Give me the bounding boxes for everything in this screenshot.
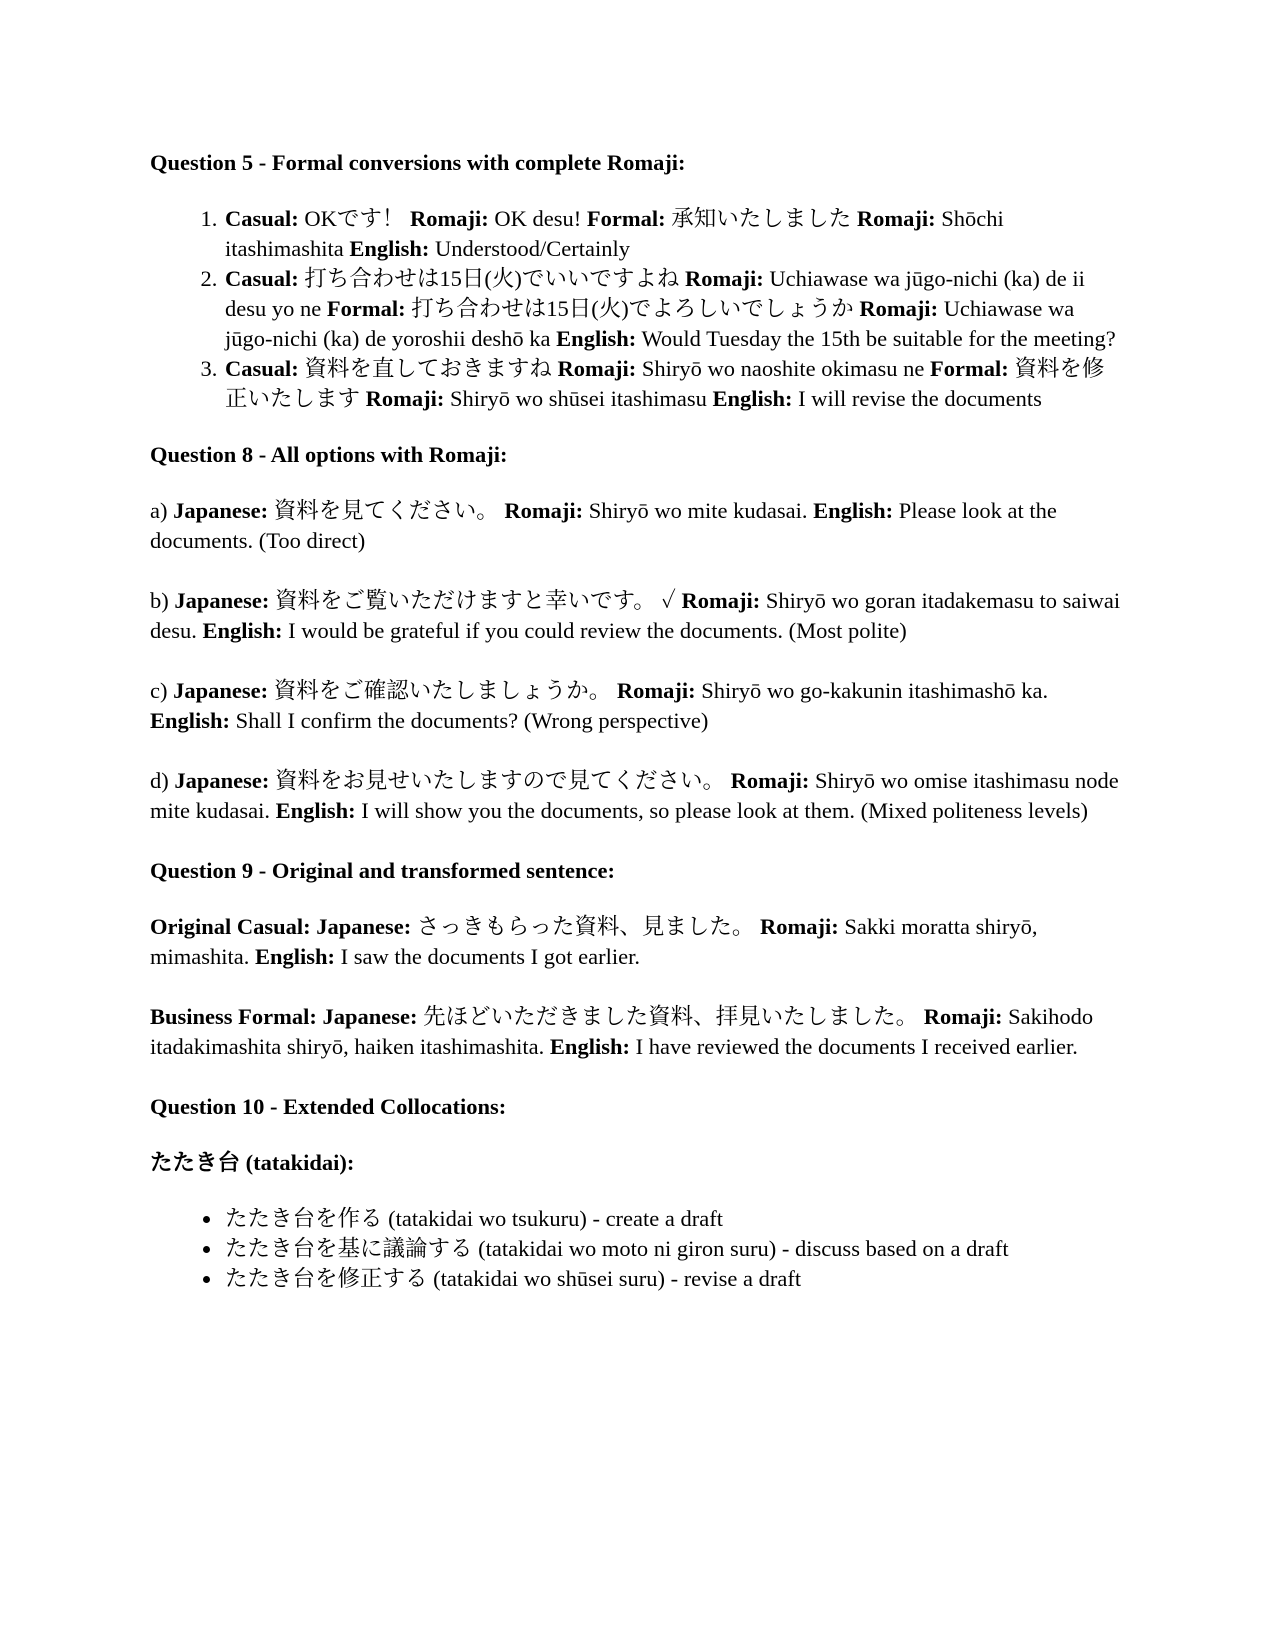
q9-original-romaji: Sakki moratta shiryō, mimashita. (150, 914, 1038, 969)
q8-option-a-japanese: 資料を見てください。 (273, 498, 499, 523)
q8-option-c-english: Shall I confirm the documents? (Wrong perspective) (235, 708, 709, 733)
check-mark-icon: ✓ (661, 588, 676, 613)
q9-formal-japanese: 先ほどいただきました資料、拝見いたしました。 (423, 1004, 919, 1029)
list-item: • たたき台を基に議論する (tatakidai wo moto ni giron suru) - discuss based on a draft (223, 1234, 1125, 1264)
q9-formal: Business Formal: Japanese: 先ほどいただきました資料、拝見いたしました。 Romaji: Sakihodo itadakimashita shiryō, haiken itashimashita. English: I have reviewed the documents I received earlier. (150, 1004, 1094, 1059)
q8-option-a-romaji: Shiryō wo mite kudasai. (588, 498, 808, 523)
q5-heading: Question 5 - Formal conversions with complete Romaji: (150, 150, 686, 175)
q8-option-d: d) Japanese: 資料をお見せいたしますので見てください。 Romaji: Shiryō wo omise itashimasu node mite kudasai. English: I will show you the documents, so please look at them. (Mixed politeness levels) (150, 768, 1119, 823)
q5-item-2: 2. Casual: 打ち合わせは15日(火)でいいですよね Romaji: Uchiawase wa jūgo-nichi (ka) de ii desu yo ne Formal: 打ち合わせは15日(火)でよろしいでしょうか Romaji: Uchiawase wa jūgo-nichi (ka) de yoroshii deshō ka English: Would Tuesday the 15th be suitable for the meeting? (223, 264, 1125, 354)
q8-option-c-japanese: 資料をご確認いたしましょうか。 (273, 678, 612, 703)
q5-item-3-english: I will revise the documents (798, 386, 1042, 411)
q5-item-3-casual-romaji: Shiryō wo naoshite okimasu ne (641, 356, 925, 381)
q8-option-a-english: Please look at the documents. (Too direct) (150, 498, 1057, 553)
q5-item-1-casual-romaji: OK desu! (494, 206, 582, 231)
q9-heading: Question 9 - Original and transformed sentence: (150, 858, 615, 883)
q9-formal-english: I have reviewed the documents I received earlier. (635, 1034, 1078, 1059)
q8-option-d-english: I will show you the documents, so please look at them. (Mixed politeness levels) (361, 798, 1089, 823)
q10-collocation-list (150, 1204, 1125, 1294)
q5-item-2-formal-romaji: Uchiawase wa jūgo-nichi (ka) de yoroshii deshō ka (225, 296, 1075, 351)
q5-list (150, 204, 1125, 414)
q8-option-d-romaji: Shiryō wo omise itashimasu node mite kudasai. (150, 768, 1119, 823)
q8-option-a: a) Japanese: 資料を見てください。 Romaji: Shiryō wo mite kudasai. English: Please look at the documents. (Too direct) (150, 498, 1057, 553)
q8-option-b: b) Japanese: 資料をご覧いただけますと幸いです。 ✓ Romaji: Shiryō wo goran itadakemasu to saiwai desu. English: I would be grateful if you could review the documents. (Most polite) (150, 588, 1121, 643)
q8-option-b-japanese: 資料をご覧いただけますと幸いです。 (275, 588, 656, 613)
q5-item-1-english: Understood/Certainly (435, 236, 630, 261)
q10-subheading: たたき台 (tatakidai): (150, 1150, 355, 1175)
list-item: • たたき台を修正する (tatakidai wo shūsei suru) - revise a draft (223, 1264, 1125, 1294)
q8-heading: Question 8 - All options with Romaji: (150, 442, 508, 467)
q5-item-3: 3. Casual: 資料を直しておきますね Romaji: Shiryō wo naoshite okimasu ne Formal: 資料を修正いたします Romaji: Shiryō wo shūsei itashimasu English: I will revise the documents (223, 354, 1125, 414)
q9-formal-romaji: Sakihodo itadakimashita shiryō, haiken itashimashita. (150, 1004, 1094, 1059)
q5-item-2-formal: 打ち合わせは15日(火)でよろしいでしょうか (411, 296, 854, 321)
q5-item-3-casual: 資料を直しておきますね (304, 356, 552, 381)
q5-item-3-formal-romaji: Shiryō wo shūsei itashimasu (450, 386, 707, 411)
q5-item-2-casual-romaji: Uchiawase wa jūgo-nichi (ka) de ii desu yo ne (225, 266, 1085, 321)
q9-original-english: I saw the documents I got earlier. (340, 944, 640, 969)
q5-item-1-formal: 承知いたしました (671, 206, 852, 231)
q8-option-d-japanese: 資料をお見せいたしますので見てください。 (275, 768, 726, 793)
q10-heading: Question 10 - Extended Collocations: (150, 1094, 507, 1119)
q5-item-2-casual: 打ち合わせは15日(火)でいいですよね (304, 266, 680, 291)
list-item: • たたき台を作る (tatakidai wo tsukuru) - create a draft (223, 1204, 1125, 1234)
q9-original-japanese: さっきもらった資料、見ました。 (416, 914, 755, 939)
q8-option-b-english: I would be grateful if you could review the documents. (Most polite) (288, 618, 907, 643)
q8-option-c-romaji: Shiryō wo go-kakunin itashimashō ka. (701, 678, 1049, 703)
q9-original: Original Casual: Japanese: さっきもらった資料、見ました。 Romaji: Sakki moratta shiryō, mimashita. English: I saw the documents I got earlier. (150, 914, 1038, 969)
q8-option-b-romaji: Shiryō wo goran itadakemasu to saiwai desu. (150, 588, 1121, 643)
q8-option-c: c) Japanese: 資料をご確認いたしましょうか。 Romaji: Shiryō wo go-kakunin itashimashō ka. English: Shall I confirm the documents? (Wrong perspective) (150, 678, 1049, 733)
q5-item-1: 1. Casual: OKです！ Romaji: OK desu! Formal: 承知いたしました Romaji: Shōchi itashimashita English: Understood/Certainly (223, 204, 1125, 264)
q5-item-1-casual: OKです！ (304, 206, 405, 231)
q5-item-2-english: Would Tuesday the 15th be suitable for the meeting? (641, 326, 1116, 351)
q5-item-1-formal-romaji: Shōchi itashimashita (225, 206, 1004, 261)
q5-item-3-formal: 資料を修正いたします (225, 356, 1105, 411)
